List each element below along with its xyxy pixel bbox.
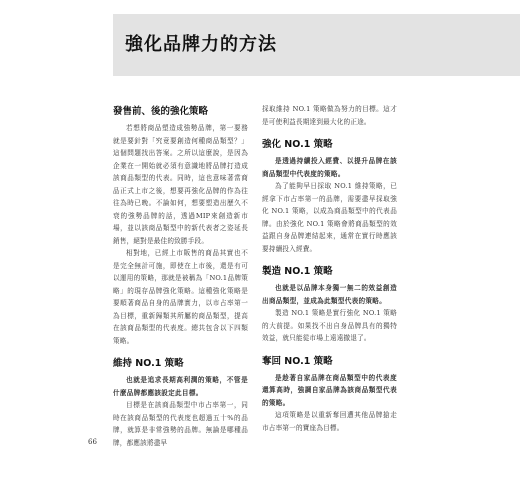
section-heading: 發售前、後的強化策略: [113, 106, 209, 117]
page-number: 66: [88, 438, 97, 446]
body-paragraph: 目標是在該商品類型中市占率第一，同時在該商品類型的代表度也超過五十%的品牌，就算是非常強勢的品牌。無論是哪種品牌，都應該將盡早: [113, 401, 248, 447]
section-strengthen-no1: [262, 136, 397, 255]
section-heading: 維持 NO.1 策略: [113, 358, 184, 369]
section-heading: 製造 NO.1 策略: [262, 266, 333, 277]
page-title: 強化品牌力的方法: [125, 34, 277, 55]
section-heading: 奪回 NO.1 策略: [262, 355, 333, 367]
lead-text: 是透過持續投入經費、以提升品牌在該商品類型中代表度的策略。: [262, 157, 397, 178]
lead-text: 是趁著自家品牌在商品類型中的代表度還算高時，強調自家品牌為該商品類型代表的策略。: [262, 373, 397, 407]
lead-text: 也就是追求長期高利潤的策略，不管是什麼品牌都應該設定此目標。: [113, 376, 248, 397]
body-paragraph: 為了能夠早日採取 NO.1 維持策略，已經拿下市占率第一的品牌，需要盡早採取強化 NO.1 策略，以成為商品類型中的代表品牌。由於強化 NO.1 策略會將商品類型的效益跟自身品牌連結起來，通常在實行時應該要持續投入經費。: [262, 182, 397, 253]
left-column: [113, 103, 248, 457]
body-paragraph: 採取維持 NO.1 策略做為努力的目標。這才是可使利益長期達到最大化的正途。: [262, 105, 397, 126]
section-continued-text: [262, 103, 397, 128]
section-heading: 強化 NO.1 策略: [262, 139, 333, 150]
body-paragraph: 這項策略是以重新奪回遭其他品牌搶走市占率第一的寶座為目標。: [262, 411, 397, 432]
body-paragraph: 相對地，已經上市販售的商品其實也不是完全無計可施，即使在上市後，還是有可以運用的策略，那就是被稱為「NO.1品牌策略」的現存品牌強化策略。這種強化策略是要順著商品自身的品牌實力，以市占率第一為目標，重新歸類其所屬的商品類型，提高在該商品類型的代表度。總共包含以下四類策略。: [113, 249, 248, 345]
lead-text: 也就是以品牌本身獨一無二的效益創造出商品類型，並成為此類型代表的策略。: [262, 284, 397, 305]
section-pre-post-launch: [113, 103, 248, 347]
right-column: [262, 103, 397, 442]
section-regain-no1: [262, 353, 397, 435]
top-margin: [0, 0, 520, 10]
body-paragraph: 若想將商品塑造成強勢品牌，第一要務就是要針對「究竟要創造何種商品類型？」這個問題找出答案。之所以這麼說，是因為企業在一開始就必須有意識地將品牌打造成該商品類型的代表。同時，這也意味著當商品正式上市之後，想要再強化品牌的作為往往為時已晚。不論如何，想要塑造出歷久不衰的強勢品牌的話，透過MIP來創造新市場，並以該商品類型中的新代表者之姿延長銷售，絕對是最佳的致勝手段。: [113, 124, 248, 245]
body-paragraph: 製造 NO.1 策略是實行強化 NO.1 策略的大前提。如果找不出自身品牌具有的獨特效益，就只能從市場上遠遠撤退了。: [262, 309, 397, 342]
section-create-no1: [262, 263, 397, 345]
title-banner: [113, 14, 520, 76]
section-maintain-no1: [113, 355, 248, 449]
